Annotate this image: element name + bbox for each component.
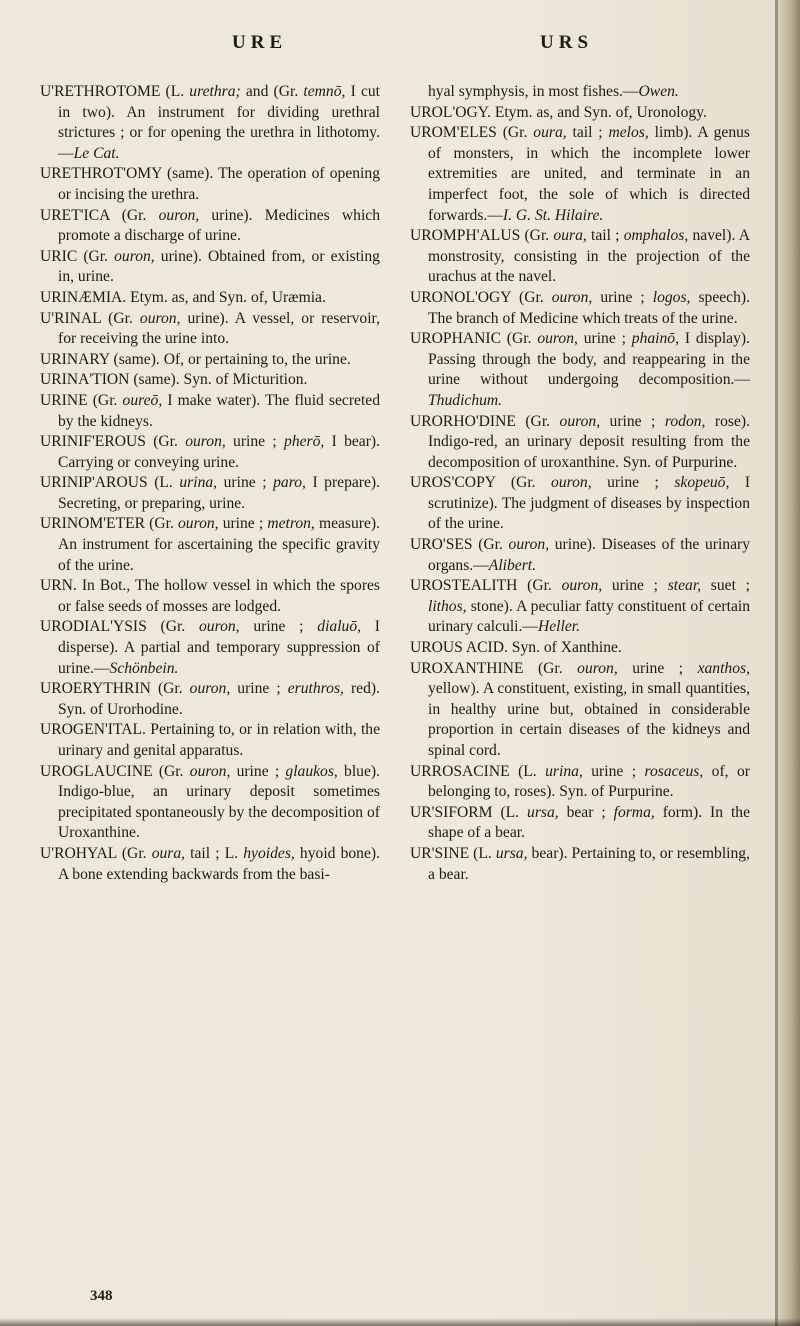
italic-text: ouron,: [559, 412, 601, 430]
dictionary-entry: [40, 432, 380, 473]
entry-text: urine). Diseases of the urinary organs.—: [428, 536, 750, 574]
entry-text: urine ;: [217, 474, 274, 492]
entry-text: URORHO'DINE (Gr.: [410, 412, 560, 430]
entry-text: URET'ICA (Gr.: [40, 206, 159, 224]
entry-text: URINE (Gr.: [40, 391, 123, 409]
entry-text: URINIF'EROUS (Gr.: [40, 433, 186, 451]
entry-text: URO'SES (Gr.: [410, 536, 509, 554]
dictionary-entry: [410, 576, 750, 638]
italic-text: ouron,: [561, 577, 603, 595]
italic-text: urina,: [545, 762, 583, 780]
italic-text: ouron,: [114, 247, 155, 265]
italic-text: Owen.: [638, 83, 679, 100]
entry-text: rose). Indigo-red, an urinary deposit resulting from the decomposition of uroxanthine. Syn. of Purpurine.: [428, 412, 750, 471]
dictionary-entry: [40, 309, 380, 350]
dictionary-entry: [410, 103, 750, 124]
italic-text: hyoides,: [243, 844, 295, 862]
dictionary-entry: [40, 576, 380, 617]
dictionary-entry: [410, 226, 750, 288]
entry-text: tail ;: [586, 227, 624, 245]
entry-text: I prepare). Secreting, or preparing, urine.: [58, 474, 381, 512]
entry-text: hyoid bone). A bone extending backwards from the basi-: [58, 844, 380, 883]
italic-text: metron,: [267, 515, 315, 533]
entry-text: urine ;: [239, 618, 318, 636]
italic-text: oura,: [553, 227, 587, 245]
entry-text: navel). A monstrosity, consisting in the projection of the urachus at the navel.: [428, 227, 750, 286]
dictionary-entry: [40, 844, 380, 885]
entry-text: I scrutinize). The judgment of diseases by inspection of the urine.: [428, 474, 751, 533]
dictionary-entry: [40, 514, 380, 576]
book-page-edge: [778, 0, 800, 1326]
italic-text: lithos,: [428, 597, 467, 615]
italic-text: Heller.: [537, 618, 580, 636]
entry-text: urine ;: [225, 433, 285, 451]
italic-text: glaukos,: [285, 762, 338, 780]
italic-text: dialuō,: [317, 618, 362, 636]
entry-text: urine ;: [591, 474, 675, 492]
italic-text: ouron,: [537, 330, 578, 348]
italic-text: paro,: [273, 474, 306, 492]
entry-text: UROXANTHINE (Gr.: [410, 659, 578, 677]
entry-text: speech). The branch of Medicine which treats of the urine.: [428, 288, 750, 327]
entry-continuation: [410, 82, 750, 103]
entry-text: UROS'COPY (Gr.: [410, 474, 552, 492]
entry-text: URROSACINE (L.: [410, 762, 546, 780]
italic-text: logos,: [652, 288, 691, 306]
right-column: [410, 82, 750, 885]
entry-text: UROGEN'ITAL. Pertaining to, or in relation with, the urinary and genital apparatus.: [40, 721, 380, 759]
dictionary-entry: [410, 535, 750, 576]
entry-text: URN. In Bot., The hollow vessel in which the spores or false seeds of mosses are lodged.: [40, 577, 380, 615]
entry-text: yellow). A constituent, existing, in small quantities, in healthy urine but, obtained in considerable proportion in certain diseases of the kidneys and spinal cord.: [428, 680, 750, 759]
dictionary-entry: [40, 164, 380, 205]
dictionary-entry: [40, 350, 380, 371]
running-head-right: URS: [540, 32, 594, 53]
italic-text: urina,: [179, 474, 218, 492]
italic-text: rosaceus,: [644, 762, 704, 780]
italic-text: forma,: [613, 803, 655, 821]
page-edge-line: [775, 0, 778, 1326]
entry-text: UROSTEALITH (Gr.: [410, 577, 562, 595]
entry-text: suet ;: [701, 577, 750, 595]
dictionary-entry: [40, 679, 380, 720]
italic-text: xanthos,: [697, 659, 750, 677]
italic-text: skopeuō,: [674, 474, 730, 492]
entry-text: tail ; L.: [185, 844, 244, 862]
dictionary-entry: [410, 638, 750, 659]
dictionary-entry: [410, 659, 750, 762]
entry-text: UROERYTHRIN (Gr.: [40, 680, 190, 698]
entry-text: I make water). The fluid secreted by the kidneys.: [58, 391, 381, 430]
dictionary-entry: [410, 412, 750, 474]
entry-text: U'RETHROTOME (L.: [40, 83, 190, 100]
italic-text: ursa,: [527, 803, 559, 821]
italic-text: ouron,: [551, 474, 592, 492]
entry-text: URONOL'OGY (Gr.: [410, 288, 552, 306]
entry-text: hyal symphysis, in most fishes.—: [428, 83, 639, 100]
entry-text: UR'SIFORM (L.: [410, 803, 528, 821]
entry-text: urine ;: [218, 515, 268, 533]
dictionary-entry: [40, 288, 380, 309]
dictionary-entry: [410, 288, 750, 329]
italic-text: ouron,: [551, 288, 593, 306]
italic-text: rodon,: [664, 412, 706, 430]
italic-text: oureō,: [122, 391, 163, 409]
italic-text: ouron,: [189, 762, 231, 780]
entry-text: limb). A genus of monsters, in which the incomplete lower extremities are united, and terminate in an imperfect foot, the sole of which is directed forwards.—: [428, 124, 750, 224]
italic-text: pherō,: [284, 433, 325, 451]
entry-text: I bear). Carrying or conveying urine.: [58, 433, 380, 471]
dictionary-entry: [410, 803, 750, 844]
italic-text: ouron,: [158, 206, 200, 224]
italic-text: ursa,: [495, 844, 528, 862]
entry-text: urine ;: [582, 762, 645, 780]
entry-text: urine ;: [600, 412, 665, 430]
entry-text: URETHROT'OMY (same). The operation of opening or incising the urethra.: [40, 165, 380, 203]
entry-text: measure). An instrument for ascertaining the specific gravity of the urine.: [58, 515, 380, 574]
italic-text: ouron,: [177, 515, 219, 533]
entry-text: UROPHANIC (Gr.: [410, 330, 538, 348]
entry-text: of, or belonging to, roses). Syn. of Purpurine.: [428, 762, 750, 801]
entry-text: URINA'TION (same). Syn. of Micturition.: [40, 371, 308, 389]
left-column: [40, 82, 380, 885]
entry-text: urine). Medicines which promote a discharge of urine.: [58, 206, 380, 245]
entry-text: tail ;: [566, 124, 609, 142]
italic-text: melos,: [608, 124, 649, 142]
dictionary-entry: [40, 82, 380, 164]
entry-text: urine ;: [617, 659, 698, 677]
italic-text: I. G. St. Hilaire.: [502, 206, 604, 224]
entry-text: U'ROHYAL (Gr.: [40, 844, 152, 862]
entry-text: I cut in two). An instrument for dividing urethral strictures ; or for opening the urethra in lithotomy.—: [58, 83, 380, 162]
italic-text: phainō,: [631, 330, 679, 348]
dictionary-entry: [410, 123, 750, 226]
entry-text: URINOM'ETER (Gr.: [40, 515, 178, 533]
entry-text: urine). A vessel, or reservoir, for receiving the urine into.: [58, 309, 380, 348]
dictionary-entry: [410, 844, 750, 885]
dictionary-entry: [40, 473, 380, 514]
italic-text: stear,: [667, 577, 702, 595]
dictionary-entry: [40, 720, 380, 761]
dictionary-entry: [40, 762, 380, 844]
entry-text: UROM'ELES (Gr.: [410, 124, 534, 142]
entry-text: URODIAL'YSIS (Gr.: [40, 618, 199, 636]
entry-text: urine ;: [602, 577, 668, 595]
entry-text: UROUS ACID. Syn. of Xanthine.: [410, 639, 622, 657]
italic-text: ouron,: [185, 433, 226, 451]
italic-text: Le Cat.: [73, 144, 120, 162]
dictionary-entry: [40, 370, 380, 391]
entry-text: UR'SINE (L.: [410, 844, 496, 862]
dictionary-entry: [40, 206, 380, 247]
entry-text: URINIP'AROUS (L.: [40, 474, 180, 492]
entry-text: bear ;: [558, 803, 614, 821]
entry-text: UROGLAUCINE (Gr.: [40, 762, 190, 780]
italic-text: ouron,: [508, 536, 550, 554]
entry-text: urine ;: [592, 288, 653, 306]
italic-text: ouron,: [577, 659, 618, 677]
entry-text: URINARY (same). Of, or pertaining to, the urine.: [40, 350, 351, 368]
dictionary-entry: [410, 762, 750, 803]
entry-text: UROL'OGY. Etym. as, and Syn. of, Uronology.: [410, 103, 707, 121]
italic-text: temnō,: [303, 83, 346, 100]
italic-text: omphalos,: [623, 227, 689, 245]
entry-text: urine ;: [577, 330, 632, 348]
dictionary-entry: [410, 473, 750, 535]
entry-text: stone). A peculiar fatty constituent of certain urinary calculi.—: [428, 597, 750, 636]
bottom-shadow: [0, 1318, 800, 1326]
running-head-left: URE: [232, 32, 288, 53]
dictionary-entry: [40, 617, 380, 679]
italic-text: urethra;: [189, 83, 241, 100]
entry-text: I disperse). A partial and temporary suppression of urine.—: [58, 618, 380, 677]
italic-text: ouron,: [189, 680, 231, 698]
entry-text: form). In the shape of a bear.: [428, 803, 750, 842]
italic-text: Alibert.: [488, 556, 537, 574]
entry-text: urine). Obtained from, or existing in, urine.: [58, 247, 380, 286]
entry-text: urine ;: [230, 680, 288, 698]
italic-text: oura,: [533, 124, 567, 142]
italic-text: ouron,: [199, 618, 240, 636]
entry-text: and (Gr.: [240, 83, 304, 100]
entry-text: I display). Passing through the body, and reappearing in the urine without undergoing decomposition.—: [428, 330, 750, 389]
italic-text: eruthros,: [287, 680, 344, 698]
entry-text: UROMPH'ALUS (Gr.: [410, 227, 554, 245]
entry-text: U'RINAL (Gr.: [40, 309, 140, 327]
entry-text: bear). Pertaining to, or resembling, a bear.: [428, 844, 750, 883]
dictionary-entry: [410, 329, 750, 411]
dictionary-entry: [40, 247, 380, 288]
entry-text: blue). Indigo-blue, an urinary deposit sometimes precipitated spontaneously by the decomposition of Uroxanthine.: [58, 762, 380, 842]
italic-text: oura,: [151, 844, 186, 862]
entry-text: URIC (Gr.: [40, 247, 115, 265]
italic-text: Schönbein.: [109, 659, 179, 677]
entry-text: URINÆMIA. Etym. as, and Syn. of, Uræmia.: [40, 288, 326, 306]
entry-text: urine ;: [230, 762, 286, 780]
page-number: 348: [90, 1288, 113, 1304]
italic-text: ouron,: [139, 309, 181, 327]
dictionary-entry: [40, 391, 380, 432]
italic-text: Thudichum.: [428, 391, 503, 409]
entry-text: red). Syn. of Urorhodine.: [58, 680, 380, 718]
